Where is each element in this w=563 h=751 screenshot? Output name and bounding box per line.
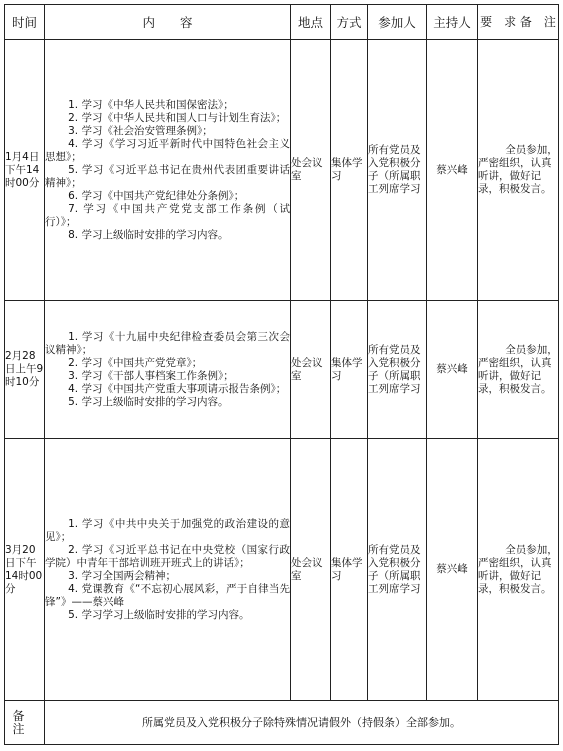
session-content — [45, 301, 291, 439]
header-host: 主持人 — [427, 5, 478, 40]
table-row — [5, 439, 559, 701]
study-schedule-table — [4, 4, 559, 745]
content-item: 2. 学习《习近平总书记在中央党校（国家行政学院）中青年干部培训班开班式上的讲话》； — [45, 543, 290, 569]
content-item: 3. 学习全国两会精神； — [68, 569, 176, 582]
content-item: 7. 学习《中国共产党党支部工作条例（试行）》； — [45, 202, 290, 228]
content-item: 3. 学习《社会治安管理条例》； — [68, 124, 213, 137]
session-place: 处会议室 — [291, 439, 331, 701]
session-time: 2月28日上午9时10分 — [5, 301, 45, 439]
content-item: 8. 学习上级临时安排的学习内容。 — [68, 228, 229, 241]
content-item: 3. 学习《干部人事档案工作条例》； — [68, 369, 234, 382]
note-text: 所属党员及入党积极分子除特殊情况请假外（持假条）全部参加。 — [45, 701, 559, 745]
header-time: 时间 — [5, 5, 45, 40]
session-host: 蔡兴峰 — [427, 439, 478, 701]
table-row — [5, 301, 559, 439]
content-item: 5. 学习上级临时安排的学习内容。 — [68, 395, 229, 408]
session-place: 处会议室 — [291, 40, 331, 301]
content-item: 1. 学习《十九届中央纪律检查委员会第三次会议精神》； — [45, 330, 290, 356]
content-item: 2. 学习《中国共产党党章》； — [68, 356, 203, 369]
content-item: 4. 学习《学习习近平新时代中国特色社会主义思想》； — [45, 137, 290, 163]
session-method: 集体学习 — [331, 301, 368, 439]
session-host: 蔡兴峰 — [427, 301, 478, 439]
session-requirements — [478, 301, 559, 439]
requirements-text: 全员参加，严密组织，认真听讲，做好记录，积极发言。 — [478, 144, 558, 195]
header-place: 地点 — [291, 5, 331, 40]
session-requirements — [478, 40, 559, 301]
session-requirements — [478, 439, 559, 701]
session-method: 集体学习 — [331, 40, 368, 301]
note-row — [5, 701, 559, 745]
session-content — [45, 40, 291, 301]
note-label: 备注 — [5, 701, 45, 745]
header-row — [5, 5, 559, 40]
header-content: 内 容 — [45, 5, 291, 40]
content-item: 2. 学习《中华人民共和国人口与计划生育法》； — [68, 111, 287, 124]
header-method: 方式 — [331, 5, 368, 40]
table-row — [5, 40, 559, 301]
content-item: 4. 党课教育《“不忘初心展风彩，严于自律当先锋”》——蔡兴峰 — [45, 582, 290, 608]
header-requirements: 要 求 备 注 — [478, 5, 559, 40]
content-item: 5. 学习学习上级临时安排的学习内容。 — [68, 608, 250, 621]
session-place: 处会议室 — [291, 301, 331, 439]
requirements-text: 全员参加，严密组织，认真听讲，做好记录，积极发言。 — [478, 343, 558, 395]
session-time: 3月20日下午14时00分 — [5, 439, 45, 701]
session-content — [45, 439, 291, 701]
session-participants: 所有党员及入党积极分子（所属职工列席学习 — [368, 40, 427, 301]
content-item: 5. 学习《习近平总书记在贵州代表团重要讲话精神》； — [45, 163, 290, 189]
content-item: 1. 学习《中华人民共和国保密法》； — [68, 98, 234, 111]
session-host: 蔡兴峰 — [427, 40, 478, 301]
session-participants: 所有党员及入党积极分子（所属职工列席学习 — [368, 439, 427, 701]
header-participants: 参加人 — [368, 5, 427, 40]
session-time: 1月4日下午14时00分 — [5, 40, 45, 301]
content-item: 6. 学习《中国共产党纪律处分条例》； — [68, 189, 245, 202]
content-item: 4. 学习《中国共产党重大事项请示报告条例》； — [68, 382, 287, 395]
session-method: 集体学习 — [331, 439, 368, 701]
content-item: 1. 学习《中共中央关于加强党的政治建设的意见》； — [45, 517, 290, 543]
requirements-text: 全员参加，严密组织，认真听讲，做好记录，积极发言。 — [478, 543, 558, 595]
session-participants: 所有党员及入党积极分子（所属职工列席学习 — [368, 301, 427, 439]
